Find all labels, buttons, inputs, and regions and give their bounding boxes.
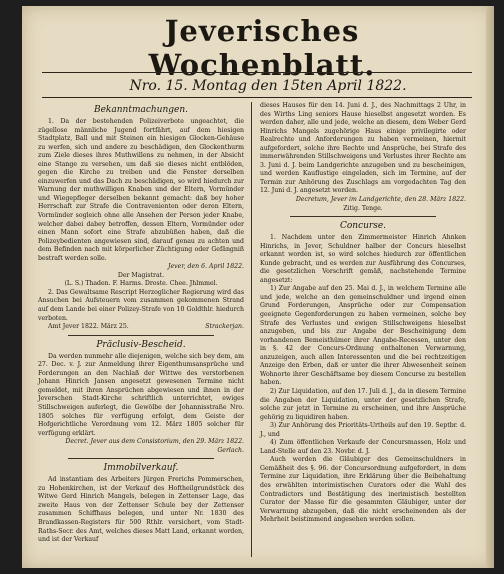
page-edge: [486, 6, 494, 568]
left-column: [38, 102, 244, 545]
separator: [290, 216, 436, 217]
issue-line: [98, 78, 438, 94]
bankruptcy-creditors: Auch werden die Gläubiger des Gemeinschuldners in Gemäßheit des §. 96. der Concursordnung aufgefordert, in dem Termine zur Liquidation, ihre Erklärung über die Beibehaltung des erwählten interimistischen Curators oder die Wahl des Contradictors und Bestätigung des inerimistisch bestellten Curator der Masse für die gesammten Gläubiger, unter der Verwarnung abzugeben, daß die nicht erscheinenden als der Mehrheit beistimmend angesehen werden sollen.: [260, 456, 466, 524]
announcement-1-office: Der Magistrat.: [117, 271, 165, 279]
masthead-title: Jeverisches Wochenblatt.: [148, 14, 376, 82]
announcement-1-names: (L. S.) Thaden. F. Harms. Droste. Chee. Jhlmmel.: [64, 280, 218, 288]
issue-date: Montag den 15ten April 1822.: [192, 78, 407, 94]
masthead-rule-top: [42, 72, 472, 73]
announcement-2-signature: Strackerjan.: [205, 323, 244, 331]
bankruptcy-term-3: 3) Zur Anhörung des Prioritäts-Urtheils auf den 19. Septbr. d. J., und: [260, 422, 466, 438]
newspaper-page: [22, 6, 494, 568]
property-sale-names: Zitig. Tenge.: [343, 204, 383, 212]
property-sale-continued: dieses Hauses für den 14. Juni d. J., des Nachmittags 2 Uhr, in des Wirths Ling seniors Hause hieselbst angesetzt worden. Es werden daher, alle und jede, welche an diesem, dem Weber Gerd Hinrichs Mangels zugehörige Haus einige privilegirte oder Realrechte und Anforderungen zu haben vermeinen, hiermit aufgefordert, solche ihre Rechte und Ansprüche, bei Strafe des immerwährenden Stillschweigens und Verlustes ihrer Rechte am 3. Juni d. J. beim Landgerichte anzugeben und zu bescheinigen, und werden Kauflustige eingeladen, sich im Termine, auf der Termin zur Anhörung des Zuschlags am vorgedachten Tag den 12. Juni d. J. angesetzt worden.: [260, 102, 466, 195]
heading-preclusion: Präclusiv-Bescheid.: [96, 339, 186, 350]
property-sale-text: Ad instantiam des Arbeiters Jürgen Frerichs Pommerschen, zu Hohenkirchen, ist der Verkauf des Hoftheilgrundstück des Witwe Gerd Hinrich Mangels, belegen in Zettenser Lage, das zweite Haus von der Zettenser Schule bey der Zettenser zusammen Schiffhaus belegen, und unter Nr. 1830 des Brandkassen-Registers für 500 Rthlr. versichert, vom Stadt-Raths-Secr. des Amt, welches dieses Matt Land, erkannt worden, und ist der Verkauf: [38, 476, 244, 544]
separator: [68, 335, 214, 336]
announcement-1: 1. Da der bestehenden Polizeiverbote ungeachtet, die zügellose männliche Jugend fortfährt, auf dem hiesigen Stadtplatz, Ball und mit Steinen ein hiesigen Glocken-Gehäuse zu werfen, sich und andere zu beschädigen, den Glockenthurm zum Ziele dieses ihres Muthwillens zu nehmen, in der Absicht eine Stange zu versehen, um daß sie dieses nicht entblöden, gegen die Kirche zu treiben und die Fenster derselben einzuwerfen und das Dach zu beschädigen, so wird hiedurch zur Warnung der muthwilligen Knaben und der Eltern, Vormünder und Wiegepfleger derselben bekannt gemacht: daß bey hoher Herrschaft zur Strafe die Contravenienten oder deren Eltern, Vormünder sogleich ohne alle Ansehen der Person jeder Knabe, welcher dabei dabey betroffen, dessen Eltern, Vormünder oder einen Mann sofort eine Strafe abzubüßen haben, daß die Polizeybedienten angewiesen sind, darauf genau zu achten und dem Befinden nach mit körperlicher Züchtigung oder Gefängniß bestraft werden solle.: [38, 118, 244, 262]
column-divider: [251, 102, 252, 557]
bankruptcy-term-4: 4) Zum öffentlichen Verkaufe der Concursmassen, Holz und Land-Stelle auf den 23. Novbr. d. J.: [260, 439, 466, 455]
separator: [68, 458, 214, 459]
bankruptcy-intro: 1. Nachdem unter den Zimmermeister Hinrich Ahnken Hinrichs, in Jever, Schuldner halber der Concurs hieselbst erkannt worden ist, so wird solches hiedurch zur öffentlichen Kunde gebracht, und es werden zur Ausführung des Concurses, die gesetzlichen Vorschrift gemäß, nachstehende Termine angesetzt:: [260, 234, 466, 284]
masthead-rule-bottom: [42, 97, 472, 98]
preclusion-signature: Decret. Jever aus dem Consistorium, den 29. März 1822.: [65, 438, 244, 446]
bankruptcy-term-2: 2) Zur Liquidation, auf den 17. Juli d. J., da in diesem Termine die Angaben der Liquidation, unter der gesetzlichen Strafe, solche zur jetzt in Termine zu erscheinen, und ihre Ansprüche gehörig zu liquidiren haben.: [260, 387, 466, 421]
property-sale-signature: Decretum, Jever im Landgerichte, den 28. März 1822.: [295, 196, 466, 204]
heading-announcements: Bekanntmachungen.: [93, 105, 189, 115]
preclusion-name: Gerlach.: [217, 446, 244, 454]
announcement-2-footer: [38, 323, 244, 332]
heading-bankruptcies: Concurse.: [339, 221, 387, 232]
right-column: [260, 102, 466, 525]
issue-number: Nro. 15.: [129, 78, 188, 94]
preclusion-text: Da werden nunmehr alle diejenigen, welche sich bey dem, am 27. Dec. v. J. zur Anmeldung ihrer Eigenthumsansprüche und Forderungen an den Nachlaß der Wittwe des verstorbenen Johann Hinrich Jansen angesetzt gewesenen Termine nicht gemeldet, mit ihren Ansprüchen abgewiesen und ihnen in der Jeverschen Stadt-Kirche schriftlich unterrichtet, ewiges Stillschweigen auferlegt, die Gewölbe der Johannisstraße Nro. 1805 solches für verfügung erfolgt, dem Geiste der Hofgerichtliche Verordnung vom 12. März 1805 solcher für verfügung erklärt.: [38, 352, 244, 437]
announcement-1-date: Jever, den 6. April 1822.: [168, 263, 244, 271]
heading-property-sale: Immobilverkauf.: [103, 463, 179, 474]
bankruptcy-term-1: 1) Zur Angabe auf den 25. Mai d. J., in welchem Termine alle und jede, welche an den gemeinschuldner und irgend einen Grund Forderungen, Ansprüche oder zur Compensation geeignete Gegenforderungen zu haben vermeinen, solche bey Strafe des Verlustes und ewigen Stillschweigens hieselbst anzugeben, und bis zur Angabe der Bescheinigung dem vorhandenen Bemeisthümer ihrer Angabe-Recessen, unter den in §. 42 der Concurs-Ordnung enthaltenen Verwarnung, anzuzeigen, auch allen Interessenten und die bei rechtzeitigen Anzeige den Erben, daß er unter die ihrer Abwesenheit seinen Wohnorte ihrer Geschäftsame bey diesem Concurse zu bestellen haben.: [260, 285, 466, 387]
announcement-2: 2. Das Gewaltsame Rescript Herzoglicher Regierung wird das Ansuchen bei Aufsteuern vom zusammen gekommenen Strand auf dem Lande bei einer Polizey-Strafe von 10 Goldthlr. hiedurch verboten.: [38, 288, 244, 322]
announcement-2-date: Amt Jever 1822. März 25.: [48, 323, 129, 331]
